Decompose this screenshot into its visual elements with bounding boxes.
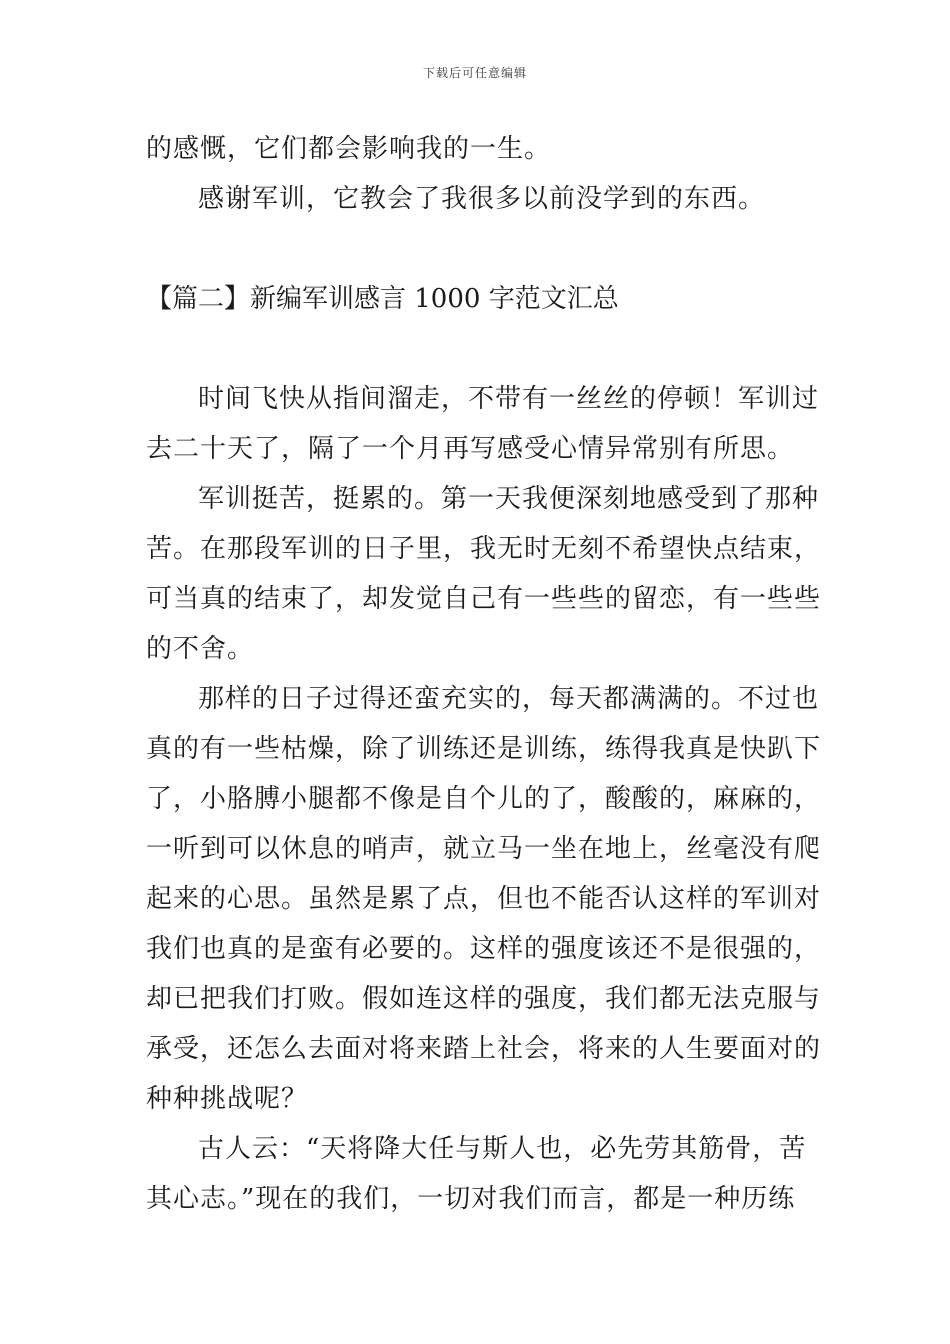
text-line: 却已把我们打败。假如连这样的强度，我们都无法克服与: [146, 984, 822, 1014]
paragraph: [146, 474, 822, 674]
paragraph: [146, 374, 820, 474]
paragraph: [146, 674, 822, 1124]
document-body: [146, 124, 822, 1224]
text-line: 去二十天了，隔了一个月再写感受心情异常别有所思。: [146, 434, 795, 464]
section-heading: [146, 274, 810, 324]
text-line: 其心志。”现在的我们，一切对我们而言，都是一种历练: [146, 1184, 796, 1214]
section-title: 【篇二】新编军训感言 1000 字范文汇总: [146, 284, 619, 314]
text-line: 了，小胳膊小腿都不像是自个儿的了，酸酸的，麻麻的，: [146, 784, 822, 814]
page-header-note: 下载后可任意编辑: [422, 66, 527, 80]
text-line: 那样的日子过得还蛮充实的，每天都满满的。不过也: [198, 684, 820, 714]
text-line: 起来的心思。虽然是累了点，但也不能否认这样的军训对: [146, 884, 822, 914]
text-line: 的不舍。: [146, 634, 255, 664]
text-line: 承受，还怎么去面对将来踏上社会，将来的人生要面对的: [146, 1034, 822, 1064]
text-line: 时间飞快从指间溜走，不带有一丝丝的停顿！军训过: [198, 384, 820, 414]
text-line: 感谢军训，它教会了我很多以前没学到的东西。: [198, 184, 766, 214]
text-line: 真的有一些枯燥，除了训练还是训练，练得我真是快趴下: [146, 734, 822, 764]
spacer: [146, 224, 810, 274]
intro-tail-paragraph: [146, 124, 810, 174]
text-line: 种种挑战呢？: [146, 1084, 309, 1114]
spacer: [146, 324, 810, 374]
text-line: 古人云：“天将降大任与斯人也，必先劳其筋骨，苦: [198, 1134, 807, 1164]
text-line: 军训挺苦，挺累的。第一天我便深刻地感受到了那种: [198, 484, 820, 514]
closing-paragraph: [146, 174, 810, 224]
text-line: 可当真的结束了，却发觉自己有一些些的留恋，有一些些: [146, 584, 822, 614]
text-line: 我们也真的是蛮有必要的。这样的强度该还不是很强的，: [146, 934, 822, 964]
text-line: 一听到可以休息的哨声，就立马一坐在地上，丝毫没有爬: [146, 834, 822, 864]
text-line: 苦。在那段军训的日子里，我无时无刻不希望快点结束，: [146, 534, 822, 564]
paragraph: [146, 1124, 810, 1224]
text-line: 的感慨，它们都会影响我的一生。: [146, 134, 552, 164]
